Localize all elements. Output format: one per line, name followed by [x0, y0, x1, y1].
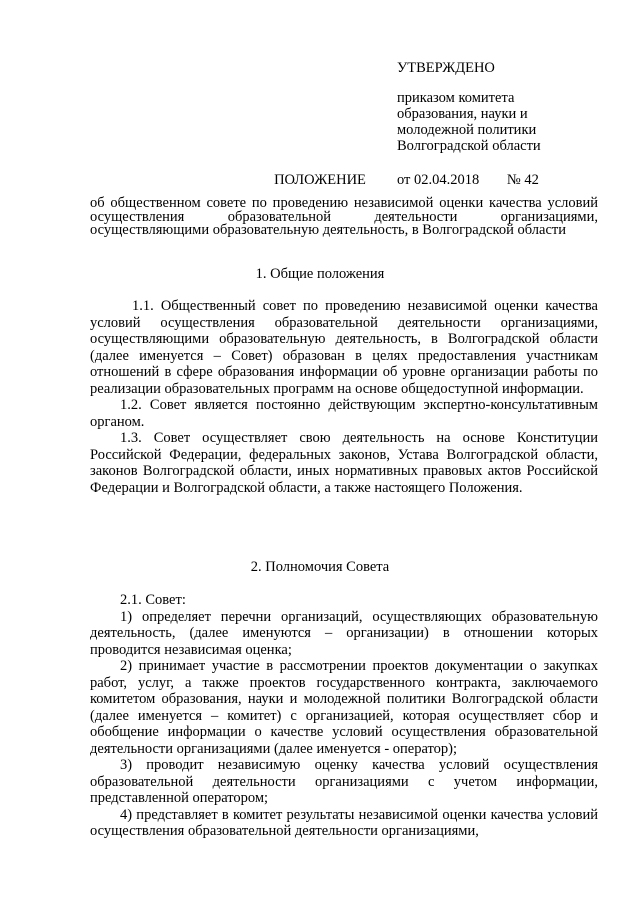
- approval-order-line: образования, науки и: [397, 106, 528, 122]
- section-1-heading: 1. Общие положения: [255, 266, 385, 282]
- section-2-heading: 2. Полномочия Совета: [250, 559, 390, 575]
- approval-order-line: молодежной политики: [397, 122, 537, 138]
- approval-number: № 42: [506, 172, 539, 188]
- approval-order-line: Волгоградской области: [397, 138, 541, 154]
- approval-stamp: [397, 60, 617, 188]
- approval-order-line: приказом комитета: [397, 90, 515, 106]
- approval-date-prefix: от: [397, 172, 411, 188]
- paragraph: 1) определяет перечни организаций, осуществляющих образовательную деятельность, (далее именуются – организации) в отношении которых проводится независимая оценка;: [90, 608, 598, 658]
- paragraph: 3) проводит независимую оценку качества условий осуществления образовательной деятельности организациями с учетом информации, представленной оператором;: [90, 757, 598, 806]
- paragraph: 4) представляет в комитет результаты независимой оценки качества условий осуществления образовательной деятельности организациями,: [90, 806, 598, 839]
- paragraph: 2.1. Совет:: [120, 592, 186, 608]
- paragraph: 2) принимает участие в рассмотрении проектов документации о закупках работ, услуг, а также проектов государственного контракта, заключаемого комитетом образования, науки и молодежной политики Волгоградской области (далее именуется – комитет) с организацией, которая осуществляет сбор и обобщение информации о качестве условий осуществления образовательной деятельности организациями (далее именуется - оператор);: [90, 658, 598, 757]
- document-title: ПОЛОЖЕНИЕ: [274, 172, 366, 188]
- section-1-body: [90, 298, 598, 496]
- paragraph: 1.3. Совет осуществляет свою деятельность на основе Конституции Российской Федерации, федеральных законов, Устава Волгоградской области, законов Волгоградской области, иных нормативных правовых актов Российской Федерации и Волгоградской области, а также настоящего Положения.: [90, 430, 598, 496]
- section-2-body: [90, 592, 598, 840]
- document-subtitle: об общественном совете по проведению независимой оценки качества условий осуществления образовательной деятельности организациями, осуществляющими образовательную деятельность, в Волгоградской области: [90, 195, 598, 238]
- paragraph: 1.2. Совет является постоянно действующим экспертно-консультативным органом.: [90, 397, 598, 430]
- paragraph: 1.1. Общественный совет по проведению независимой оценки качества условий осуществления образовательной деятельности организациями, осуществляющими образовательную деятельность, в Волгоградской области (далее именуется – Совет) образован в целях предоставления участникам отношений в сфере образования информации об уровне организации работы по реализации образовательных программ на основе общедоступной информации.: [90, 298, 598, 397]
- approval-order: [397, 90, 617, 154]
- approval-heading: УТВЕРЖДЕНО: [397, 60, 495, 76]
- approval-date: 02.04.2018: [414, 172, 480, 188]
